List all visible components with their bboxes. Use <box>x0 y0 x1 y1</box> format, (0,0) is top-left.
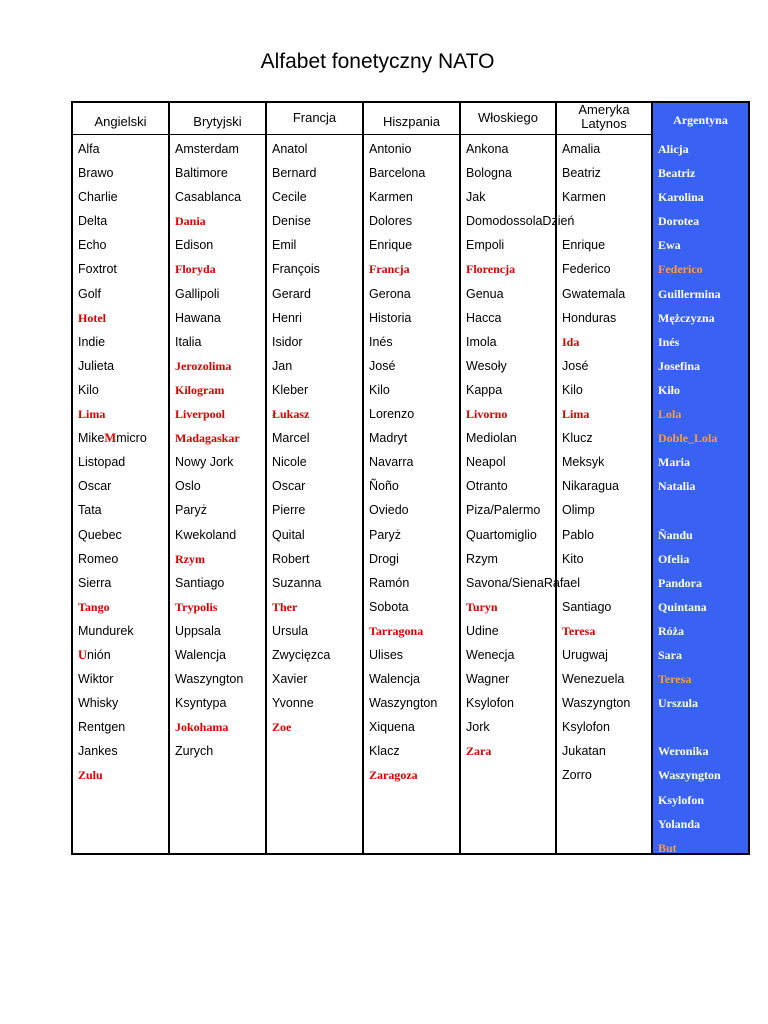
column-cells <box>658 140 748 863</box>
table-cell: Madagaskar <box>175 431 240 446</box>
table-cell: Piza/Palermo <box>466 503 541 518</box>
table-cell: Otranto <box>466 479 508 494</box>
table-cell: Kappa <box>466 382 503 397</box>
table-cell: Ramón <box>369 575 410 590</box>
column-header: Francja <box>292 110 337 125</box>
header-divider <box>557 134 651 135</box>
table-cell: Oscar <box>78 479 112 494</box>
table-cell: Kilogram <box>175 382 225 397</box>
table-cell: Rzym <box>175 551 205 566</box>
table-cell: Wenecja <box>466 647 515 662</box>
page-title: Alfabet fonetyczny NATO <box>260 50 495 73</box>
highlighted-letter: U <box>78 647 88 662</box>
table-cell: Romeo <box>78 551 119 566</box>
header-divider <box>73 134 168 135</box>
table-cell: Kiło <box>658 382 681 397</box>
table-cell: Mediolan <box>466 431 517 446</box>
table-cell: Inés <box>658 334 680 349</box>
table-cell: Weronika <box>658 744 709 759</box>
table-cell: Guillermina <box>658 286 721 301</box>
highlighted-letter: M <box>104 431 117 446</box>
table-cell: Teresa <box>562 623 596 638</box>
column-cells <box>369 140 459 791</box>
table-cell: Floryda <box>175 262 216 277</box>
table-cell: Emil <box>272 238 297 253</box>
table-cell: François <box>272 262 320 277</box>
table-cell: Ursula <box>272 623 309 638</box>
table-cell: Henri <box>272 310 302 325</box>
table-cell: Urszula <box>658 696 698 711</box>
table-cell: Jak <box>466 190 486 205</box>
table-cell: Oviedo <box>369 503 409 518</box>
table-cell: Hawana <box>175 310 221 325</box>
table-cell: Alfa <box>78 142 100 156</box>
table-cell: Jokohama <box>175 720 229 735</box>
table-cell: Marcel <box>272 431 310 446</box>
table-cell: Hotel <box>78 310 106 325</box>
table-cell: Tata <box>78 503 102 518</box>
table-cell: Oslo <box>175 479 201 494</box>
table-cell: Jerozolima <box>175 358 232 373</box>
table-cell: Wenezuela <box>562 672 625 687</box>
column-cells <box>272 140 362 742</box>
table-cell: Waszyngton <box>175 672 244 687</box>
table-cell: Tarragona <box>369 623 424 638</box>
table-cell: Nowy Jork <box>175 455 234 470</box>
table-cell: Beatriz <box>562 166 601 181</box>
table-cell: Maria <box>658 455 690 470</box>
column-header: Hiszpania <box>382 114 441 129</box>
table-cell: Brawo <box>78 166 114 181</box>
table-cell: Cecile <box>272 190 307 205</box>
table-cell: Uppsala <box>175 623 221 638</box>
table-cell: Isidor <box>272 334 303 349</box>
table-cell: José <box>562 358 589 373</box>
table-cell: Federico <box>562 262 611 277</box>
table-cell <box>78 646 168 670</box>
table-cell: Bernard <box>272 166 317 181</box>
column-header: Angielski <box>94 114 147 129</box>
table-cell: Klacz <box>369 744 400 759</box>
table-cell: Julieta <box>78 358 115 373</box>
table-cell: Dania <box>175 214 206 229</box>
cell-text: Mike <box>78 431 105 446</box>
table-cell: Waszyngton <box>369 696 438 711</box>
table-cell: Barcelona <box>369 166 426 181</box>
table-cell: Mundurek <box>78 623 134 638</box>
table-cell: Italia <box>175 334 202 349</box>
table-cell: Ankona <box>466 142 509 156</box>
table-cell <box>78 429 168 453</box>
table-cell: DomodossolaDzień <box>466 214 575 229</box>
table-cell: Delta <box>78 214 108 229</box>
header-divider <box>170 134 265 135</box>
table-cell: Kilo <box>369 382 390 397</box>
table-cell <box>562 574 651 598</box>
table-cell: Jukatan <box>562 744 606 759</box>
table-cell: Alicja <box>658 142 689 156</box>
table-cell: Hacca <box>466 310 502 325</box>
table-cell: Meksyk <box>562 455 605 470</box>
table-cell: Xiquena <box>369 720 415 735</box>
table-cell: Livorno <box>466 407 508 422</box>
table-cell: Enrique <box>369 238 413 253</box>
table-cell: Ksylofon <box>562 720 610 735</box>
table-cell: Indie <box>78 334 106 349</box>
table-cell: Zara <box>466 744 492 759</box>
column-header: Argentyna <box>673 113 728 127</box>
table-cell: Oscar <box>272 479 306 494</box>
table-cell: Paryż <box>175 503 207 518</box>
table-cell: Ñandu <box>658 527 693 542</box>
table-cell: Antonio <box>369 142 412 156</box>
table-cell: Santiago <box>562 599 612 614</box>
table-cell: Udine <box>466 623 499 638</box>
table-cell: Karmen <box>369 190 413 205</box>
table-cell: Pablo <box>562 527 594 542</box>
table-cell: Francja <box>369 262 410 277</box>
column-6 <box>651 101 750 855</box>
column-header: Włoskiego <box>478 110 538 125</box>
table-cell: Zurych <box>175 744 214 759</box>
table-cell: Tango <box>78 599 110 614</box>
table-cell: Klucz <box>562 431 593 446</box>
column-cells <box>175 140 265 766</box>
column-header: Brytyjski <box>193 114 242 129</box>
table-cell: Casablanca <box>175 190 242 205</box>
table-cell: Charlie <box>78 190 118 205</box>
table-cell: Kleber <box>272 382 309 397</box>
table-cell: Teresa <box>658 672 692 687</box>
table-cell: Robert <box>272 551 310 566</box>
table-cell: Federico <box>658 262 703 277</box>
table-cell: Honduras <box>562 310 617 325</box>
column-cells <box>562 140 651 791</box>
table-cell: Josefina <box>658 358 700 373</box>
table-cell: Doble_Lola <box>658 431 718 446</box>
table-cell: Inés <box>369 334 393 349</box>
table-cell: Nikaragua <box>562 479 619 494</box>
table-cell <box>658 718 748 742</box>
table-cell: Gwatemala <box>562 286 626 301</box>
table-cell: Walencja <box>369 672 420 687</box>
table-cell: Lima <box>562 407 590 422</box>
table-cell: Kilo <box>562 382 583 397</box>
table-cell: Ñoño <box>369 479 399 494</box>
table-cell: Quital <box>272 527 305 542</box>
table-cell: Savona/SienaRafael <box>466 575 580 590</box>
column-5 <box>555 101 651 855</box>
table-cell: Gerona <box>369 286 411 301</box>
table-cell: Dolores <box>369 214 413 229</box>
table-cell: Madryt <box>369 431 408 446</box>
table-cell: Denise <box>272 214 311 229</box>
table-cell <box>658 501 748 525</box>
table-cell: Ksylofon <box>658 792 705 807</box>
column-0 <box>71 101 168 855</box>
table-cell: Amalia <box>562 142 601 156</box>
table-cell: Paryż <box>369 527 401 542</box>
table-cell: Zwycięzca <box>272 647 331 662</box>
table-cell: Ewa <box>658 238 681 253</box>
column-cells <box>78 140 168 791</box>
table-cell: Zorro <box>562 768 592 783</box>
table-cell: Sara <box>658 647 682 662</box>
table-cell: Sobota <box>369 599 409 614</box>
table-cell: Ksyntypa <box>175 696 227 711</box>
table-cell: Kito <box>562 551 584 566</box>
table-cell: Trypolis <box>175 599 218 614</box>
table-cell: Pandora <box>658 575 703 590</box>
table-cell: Drogi <box>369 551 399 566</box>
table-cell: Yolanda <box>658 816 701 831</box>
table-cell: Wesoły <box>466 358 507 373</box>
table-cell: Baltimore <box>175 166 228 181</box>
table-cell: Walencja <box>175 647 226 662</box>
table-cell: Genua <box>466 286 504 301</box>
table-cell: Dorotea <box>658 214 700 229</box>
table-cell: Wagner <box>466 672 510 687</box>
table-cell: Zaragoza <box>369 768 418 783</box>
table-cell: Whisky <box>78 696 119 711</box>
table-cell: Empoli <box>466 238 505 253</box>
cell-text: nión <box>87 647 111 662</box>
table-cell: Suzanna <box>272 575 322 590</box>
table-cell: Jork <box>466 720 490 735</box>
table-cell: Rentgen <box>78 720 126 735</box>
header-divider <box>267 134 362 135</box>
table-cell: Anatol <box>272 142 308 156</box>
column-2 <box>265 101 362 855</box>
column-header: Ameryka Latynos <box>578 102 630 131</box>
table-cell: Lola <box>658 407 682 422</box>
column-3 <box>362 101 459 855</box>
table-cell: Waszyngton <box>562 696 631 711</box>
table-cell: Santiago <box>175 575 225 590</box>
header-divider <box>364 134 459 135</box>
table-cell: Yvonne <box>272 696 314 711</box>
table-cell: Róża <box>658 623 684 638</box>
table-cell: Ofelia <box>658 551 690 566</box>
table-cell: Ksylofon <box>466 696 514 711</box>
table-cell: But <box>658 840 677 855</box>
table-cell: Neapol <box>466 455 506 470</box>
table-cell: Karmen <box>562 190 606 205</box>
table-cell: Imola <box>466 334 497 349</box>
table-cell: Amsterdam <box>175 142 239 156</box>
table-cell: Echo <box>78 238 107 253</box>
table-cell: Historia <box>369 310 412 325</box>
table-cell: Ida <box>562 334 580 349</box>
table-cell: Quintana <box>658 599 707 614</box>
table-cell: Urugwaj <box>562 647 608 662</box>
phonetic-alphabet-table <box>71 101 750 855</box>
table-cell: Quartomiglio <box>466 527 537 542</box>
table-cell: Jan <box>272 358 293 373</box>
table-cell: Mężczyzna <box>658 310 715 325</box>
table-cell: Golf <box>78 286 101 301</box>
cell-text: micro <box>116 431 147 446</box>
table-cell: Sierra <box>78 575 112 590</box>
table-cell: José <box>369 358 396 373</box>
table-cell: Zoe <box>272 720 292 735</box>
table-cell: Beatriz <box>658 166 696 181</box>
table-cell: Florencja <box>466 262 516 277</box>
table-cell: Liverpool <box>175 407 225 422</box>
table-cell: Rzym <box>466 551 498 566</box>
table-cell: Foxtrot <box>78 262 117 277</box>
table-cell: Waszyngton <box>658 768 721 783</box>
table-cell: Kilo <box>78 382 99 397</box>
table-cell: Ulises <box>369 647 404 662</box>
header-divider <box>461 134 555 135</box>
table-cell: Turyn <box>466 599 498 614</box>
table-cell: Gerard <box>272 286 311 301</box>
table-cell: Łukasz <box>272 407 310 422</box>
column-1 <box>168 101 265 855</box>
table-cell: Ther <box>272 599 298 614</box>
table-cell: Karolina <box>658 190 704 205</box>
table-cell: Xavier <box>272 672 308 687</box>
table-cell: Natalia <box>658 479 696 494</box>
table-cell: Edison <box>175 238 214 253</box>
table-cell: Olimp <box>562 503 595 518</box>
table-cell: Bologna <box>466 166 512 181</box>
table-cell: Jankes <box>78 744 118 759</box>
table-cell: Kwekoland <box>175 527 237 542</box>
table-cell: Wiktor <box>78 672 114 687</box>
table-cell: Zulu <box>78 768 103 783</box>
table-cell: Lorenzo <box>369 407 415 422</box>
table-cell: Enrique <box>562 238 606 253</box>
table-cell: Lima <box>78 407 106 422</box>
table-cell: Listopad <box>78 455 126 470</box>
table-cell: Gallipoli <box>175 286 220 301</box>
table-cell: Nicole <box>272 455 307 470</box>
table-cell: Quebec <box>78 527 122 542</box>
table-cell: Navarra <box>369 455 414 470</box>
table-cell: Pierre <box>272 503 306 518</box>
table-cell <box>562 212 651 236</box>
